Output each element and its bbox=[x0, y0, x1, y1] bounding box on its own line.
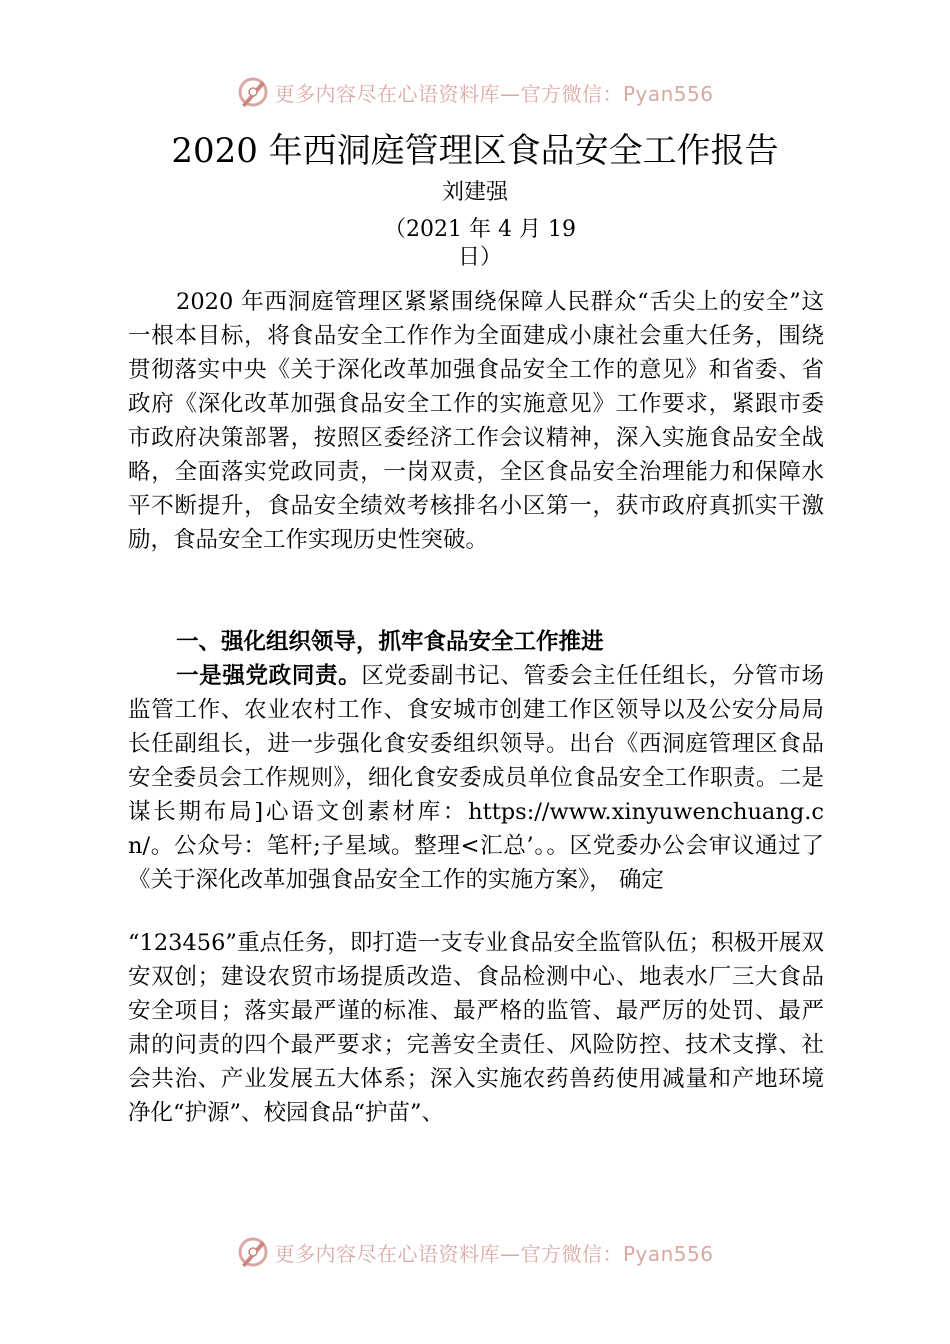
watermark-banner-top bbox=[0, 72, 950, 112]
watermark-banner-bottom bbox=[0, 1232, 950, 1272]
paragraph-body: 区党委副书记、管委会主任任组长，分管市场监管工作、农业农村工作、食安城市创建工作区领导以及公安分局局长任副组长，进一步强化食安委组织领导。出台《西洞庭管理区食品安全委员会工作规则》，细化食安委成员单位食品安全工作职责。二是谋长期布局]心语文创素材库：https://www.xinyuwenchuang.cn/。公众号：笔杆;子星域。整理<汇总’。。区党委办公会审议通过了《关于深化改革加强食品安全工作的实施方案》， 确定 bbox=[128, 663, 824, 893]
watermark-text-top: 更多内容尽在心语资料库—官方微信：Pyan556 bbox=[274, 81, 714, 106]
section-1-heading: 一、强化组织领导，抓牢食品安全工作推进 bbox=[176, 629, 604, 655]
paragraph-lead-bold: 一是强党政同责。 bbox=[176, 663, 362, 689]
intro-paragraph: 2020 年西洞庭管理区紧紧围绕保障人民群众“舌尖上的安全”这一根本目标，将食品安全工作作为全面建成小康社会重大任务，围绕贯彻落实中央《关于深化改革加强食品安全工作的意见》和省委、省政府《深化改革加强食品安全工作的实施意见》工作要求，紧跟市委市政府决策部署，按照区委经济工作会议精神，深入实施食品安全战略，全面落实党政同责，一岗双责，全区食品安全治理能力和保障水平不断提升，食品安全绩效考核排名小区第一，获市政府真抓实干激励，食品安全工作实现历史性突破。 bbox=[128, 289, 824, 553]
section-1-paragraph-continued: “123456”重点任务，即打造一支专业食品安全监管队伍；积极开展双安双创；建设农贸市场提质改造、食品检测中心、地表水厂三大食品安全项目；落实最严谨的标准、最严格的监管、最严厉的处罚、最严肃的问责的四个最严要求；完善安全责任、风险防控、技术支撑、社会共治、产业发展五大体系；深入实施农药兽药使用减量和产地环境净化“护源”、校园食品“护苗”、 bbox=[128, 930, 824, 1126]
document-author: 刘建强 bbox=[441, 180, 508, 205]
pen-logo-icon bbox=[236, 1235, 270, 1269]
pen-logo-icon bbox=[236, 75, 270, 109]
section-1-paragraph bbox=[128, 659, 824, 897]
watermark-text-bottom: 更多内容尽在心语资料库—官方微信：Pyan556 bbox=[274, 1241, 714, 1266]
document-title: 2020 年西洞庭管理区食品安全工作报告 bbox=[171, 131, 779, 171]
document-date: （2021 年 4 月 19 日） bbox=[384, 217, 576, 270]
